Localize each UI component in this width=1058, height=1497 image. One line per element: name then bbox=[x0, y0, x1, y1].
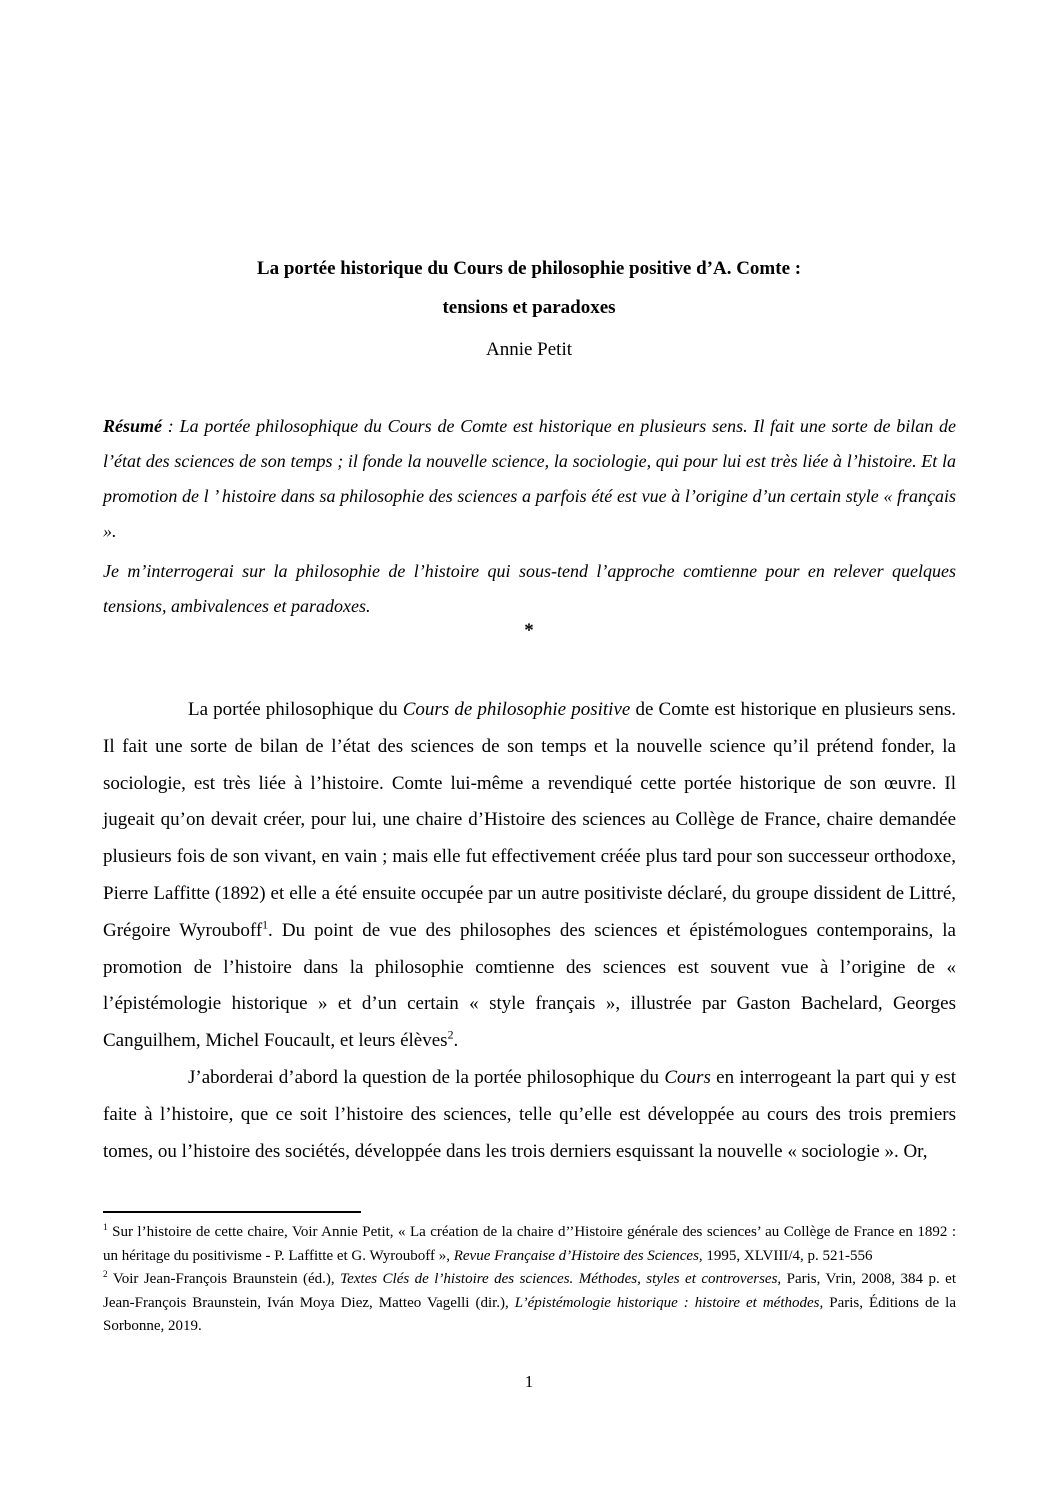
body-section bbox=[103, 692, 956, 1170]
abstract-paragraph-1: Résumé : La portée philosophique du Cours de Comte est historique en plusieurs sens. Il fait une sorte de bilan de l’état des sciences de son temps ; il fonde la nouvelle science, la sociologie, qui pour lui est très liée à l’histoire. Et la promotion de l ’ histoire dans sa philosophie des sciences a parfois été est vue à l’origine d’un certain style « français ». bbox=[103, 416, 956, 541]
page-number: 1 bbox=[524, 1372, 534, 1391]
page-title: La portée historique du Cours de philosophie positive d’A. Comte : bbox=[256, 258, 802, 279]
abstract-paragraph-2: Je m’interrogerai sur la philosophie de l’histoire qui sous-tend l’approche comtienne pour en relever quelques tensions, ambivalences et paradoxes. bbox=[103, 561, 956, 616]
abstract-section bbox=[103, 409, 956, 624]
footnote-1: $^1$ Sur l’histoire de cette chaire, Voir Annie Petit, « La création de la chaire d’’Histoire générale des sciences’ au Collège de France en 1892 : un héritage du positivisme - P. Laffitte et G. Wyrouboff », Revue Française d’Histoire des Sciences, 1995, XLVIII/4, p. 521-556 bbox=[103, 1223, 956, 1264]
author-name: Annie Petit bbox=[485, 339, 573, 360]
body-paragraph-2: J’aborderai d’abord la question de la portée philosophique du Cours en interrogeant la part qui y est faite à l’histoire, que ce soit l’histoire des sciences, telle qu’elle est développée au cours des trois premiers tomes, ou l’histoire des sociétés, développée dans les trois derniers esquissant la nouvelle « sociologie ». Or, bbox=[103, 1066, 956, 1162]
footnotes-section bbox=[103, 1221, 956, 1339]
footnote-separator-rule bbox=[103, 1211, 361, 1213]
body-paragraph-1: La portée philosophique du Cours de philosophie positive de Comte est historique en plusieurs sens. Il fait une sorte de bilan de l’état des sciences de son temps et la nouvelle science qu’il prétend fonder, la sociologie, est très liée à l’histoire. Comte lui-même a revendiqué cette portée historique de son œuvre. Il jugeait qu’on devait créer, pour lui, une chaire d’Histoire des sciences au Collège de France, chaire demandée plusieurs fois de son vivant, en vain ; mais elle fut effectivement créée plus tard pour son successeur orthodoxe, Pierre Laffitte (1892) et elle a été ensuite occupée par un autre positiviste déclaré, du groupe dissident de Littré, Grégoire Wyrouboff$^1$. Du point de vue des philosophes des sciences et épistémologues contemporains, la promotion de l’histoire dans la philosophie comtienne des sciences est souvent vue à l’origine de « l’épistémologie historique » et d’un certain « style français », illustrée par Gaston Bachelard, Georges Canguilhem, Michel Foucault, et leurs élèves$^2$. bbox=[103, 699, 956, 1052]
section-separator-asterisk: * bbox=[524, 620, 534, 641]
page-subtitle: tensions et paradoxes bbox=[442, 297, 616, 318]
footnote-2: $^2$ Voir Jean-François Braunstein (éd.), Textes Clés de l’histoire des sciences. Méthodes, styles et controverses, Paris, Vrin, 2008, 384 p. et Jean-François Braunstein, Iván Moya Diez, Matteo Vagelli (dir.), L’épistémologie historique : histoire et méthodes, Paris, Éditions de la Sorbonne, 2019. bbox=[103, 1270, 956, 1334]
